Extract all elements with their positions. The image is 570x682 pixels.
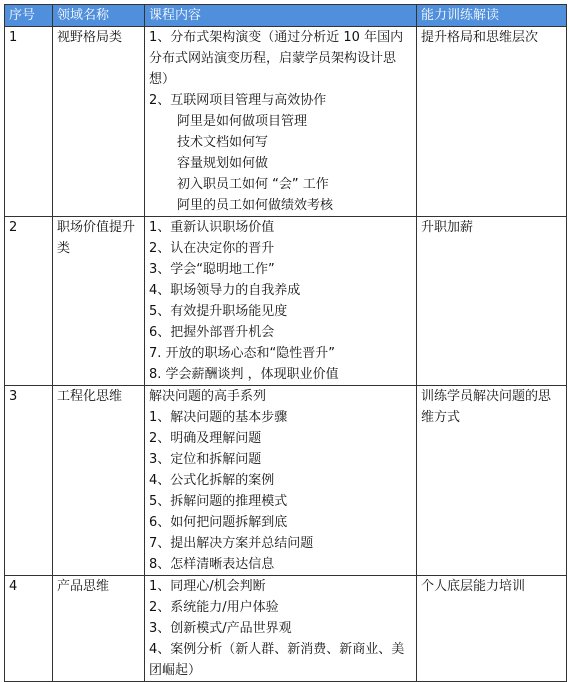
course-content <box>145 386 417 576</box>
ability-interpretation: 升职加薪 <box>417 217 567 386</box>
domain-name: 视野格局类 <box>53 27 145 217</box>
course-item: 1、解决问题的基本步骤 <box>149 410 288 425</box>
ability-interpretation: 训练学员解决问题的思维方式 <box>417 386 567 576</box>
course-item: 2、明确及理解问题 <box>149 431 262 446</box>
course-item: 解决问题的高手系列 <box>149 389 267 404</box>
domain-name: 工程化思维 <box>53 386 145 576</box>
course-subitem: 容量规划如何做 <box>177 156 269 171</box>
course-item: 4、职场领导力的自我养成 <box>149 283 301 298</box>
course-item: 3、学会“聪明地工作” <box>149 262 275 277</box>
course-item: 8、怎样清晰表达信息 <box>149 557 275 572</box>
header-domain: 领域名称 <box>53 5 145 27</box>
course-item: 7、提出解决方案并总结问题 <box>149 536 314 551</box>
header-ability: 能力训练解读 <box>417 5 567 27</box>
course-item: 3、定位和拆解问题 <box>149 452 262 467</box>
course-subitem: 初入职员工如何 “会” 工作 <box>177 177 329 192</box>
course-table <box>4 4 567 682</box>
course-subitem: 技术文档如何写 <box>177 135 269 150</box>
course-item: 8. 学会薪酬谈判 ，体现职业价值 <box>149 367 339 382</box>
course-content <box>145 27 417 217</box>
table-row <box>5 217 567 386</box>
course-item: 4、案例分析（新人群、新消费、新商业、美团崛起） <box>149 642 405 678</box>
course-item: 6、如何把问题拆解到底 <box>149 515 288 530</box>
domain-name: 产品思维 <box>53 576 145 682</box>
course-item: 4、公式化拆解的案例 <box>149 473 275 488</box>
course-item: 2、互联网项目管理与高效协作 <box>149 93 327 108</box>
course-subitem: 阿里的员工如何做绩效考核 <box>177 198 334 213</box>
header-row <box>5 5 567 27</box>
table-row <box>5 386 567 576</box>
course-item: 5、有效提升职场能见度 <box>149 304 288 319</box>
course-item: 3、创新模式/产品世界观 <box>149 621 292 636</box>
course-content <box>145 576 417 682</box>
row-number: 4 <box>5 576 53 682</box>
course-subitem: 阿里是如何做项目管理 <box>177 114 308 129</box>
ability-interpretation: 个人底层能力培训 <box>417 576 567 682</box>
course-item: 1、重新认识职场价值 <box>149 220 275 235</box>
course-item: 2、认在决定你的晋升 <box>149 241 275 256</box>
table-row <box>5 576 567 682</box>
ability-interpretation: 提升格局和思维层次 <box>417 27 567 217</box>
course-item: 1、分布式架构演变（通过分析近 10 年国内分布式网站演变历程，启蒙学员架构设计思想） <box>149 30 404 87</box>
header-no: 序号 <box>5 5 53 27</box>
course-item: 6、把握外部晋升机会 <box>149 325 275 340</box>
table-row <box>5 27 567 217</box>
row-number: 1 <box>5 27 53 217</box>
row-number: 3 <box>5 386 53 576</box>
course-item: 1、同理心/机会判断 <box>149 579 266 594</box>
header-content: 课程内容 <box>145 5 417 27</box>
course-item: 7. 开放的职场心态和“隐性晋升” <box>149 346 336 361</box>
course-content <box>145 217 417 386</box>
course-item: 2、系统能力/用户体验 <box>149 600 279 615</box>
course-item: 5、拆解问题的推理模式 <box>149 494 288 509</box>
domain-name: 职场价值提升类 <box>53 217 145 386</box>
row-number: 2 <box>5 217 53 386</box>
